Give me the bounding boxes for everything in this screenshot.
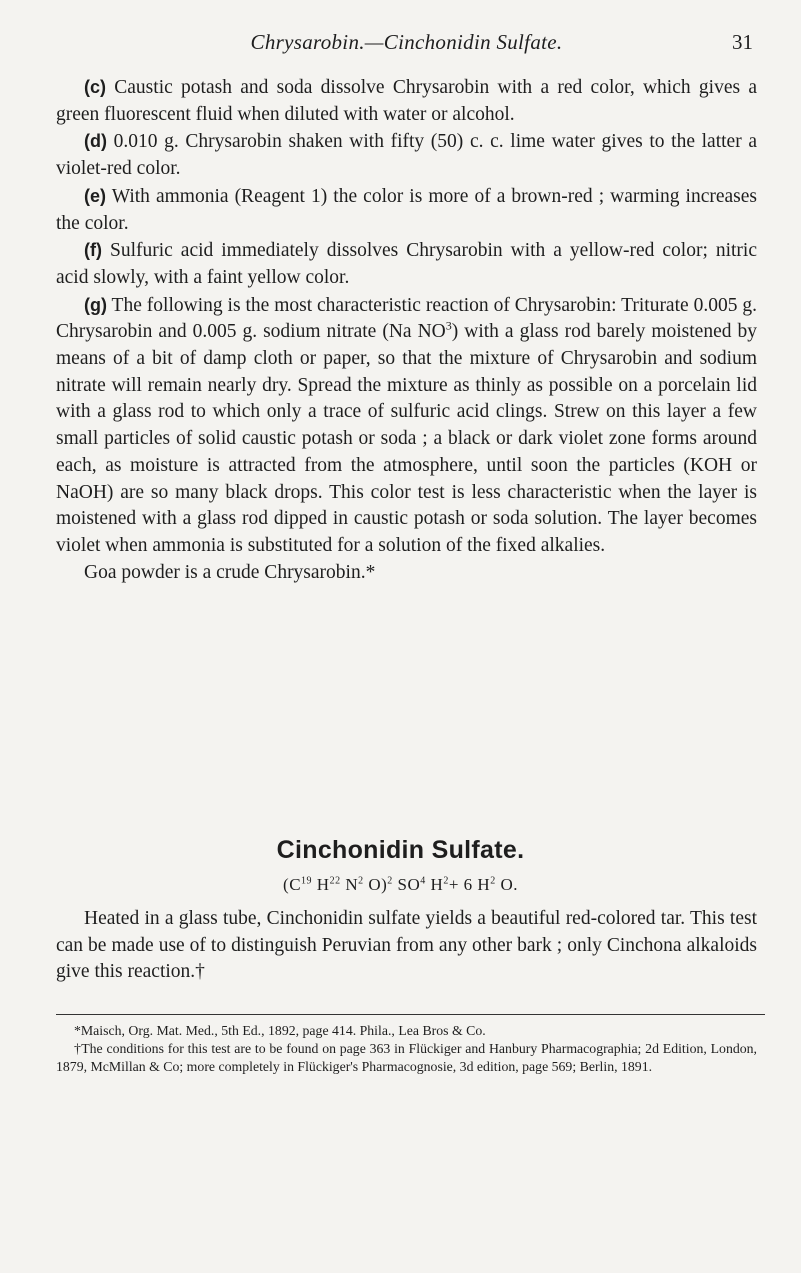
- formula-subscript: 2: [358, 875, 364, 887]
- formula-subscript: 19: [301, 875, 313, 887]
- running-head: [60, 30, 753, 55]
- section-paragraph: Heated in a glass tube, Cinchonidin sulfate yields a beautiful red-colored tar. This test can be made use of to distinguish Peruvian from any other bark ; only Cinchona alkaloids give this reaction.†: [56, 908, 757, 982]
- formula-part: H: [312, 875, 330, 894]
- paragraph-text: The following is the most characteristic reaction of Chrysarobin: Triturate 0.005 g. Chrysarobin and 0.005 g. sodium nitrate (Na NO: [56, 294, 757, 343]
- footnote-2: †The conditions for this test are to be found on page 363 in Flückiger and Hanbury Pharmacographia; 2d Edition, London, 1879, McMillan & Co; more completely in Flückiger's Pharmacognosie, 3d edition, page 569; Berlin, 1891.: [56, 1040, 757, 1074]
- section-body: [56, 906, 757, 986]
- body-text: [56, 74, 757, 586]
- formula-part: O): [363, 875, 388, 894]
- paragraph-c: [56, 74, 757, 128]
- chemical-formula: [0, 875, 801, 895]
- paragraph-label: (g): [84, 294, 107, 315]
- formula-subscript: 4: [420, 875, 426, 887]
- formula-part: N: [340, 875, 359, 894]
- paragraph-text: ) with a glass rod barely moistened by means of a bit of damp cloth or paper, so that the mixture of Chrysarobin and sodium nitrate will remain nearly dry. Spread the mixture as thinly as possible on a porcelain lid with a glass rod to which only a trace of sulfuric acid clings. Strew on this layer a few small particles of solid caustic potash or soda ; a black or dark violet zone forms around each, as moisture is attracted from the atmosphere, until soon the particles (KOH or NaOH) are so many black drops. This color test is less characteristic when the layer is moistened with a glass rod dipped in caustic potash or soda solution. The layer becomes violet when ammonia is substituted for a solution of the fixed alkalies.: [56, 321, 757, 556]
- paragraph-label: (c): [84, 77, 106, 97]
- formula-subscript: 2: [490, 875, 496, 887]
- paragraph-text: Caustic potash and soda dissolve Chrysarobin with a red color, which gives a green fluorescent fluid when diluted with water or alcohol.: [56, 77, 757, 125]
- formula-subscript: 22: [329, 875, 341, 887]
- formula-part: (C: [283, 875, 302, 894]
- running-head-title: Chrysarobin.—Cinchonidin Sulfate.: [250, 30, 563, 54]
- formula-part: SO: [392, 875, 421, 894]
- formula-subscript: 2: [387, 875, 393, 887]
- formula-part: + 6 H: [448, 875, 491, 894]
- paragraph-label: (d): [84, 131, 107, 152]
- paragraph-text: With ammonia (Reagent 1) the color is more of a brown-red ; warming increases the color.: [56, 185, 757, 234]
- paragraph-goa: [56, 560, 757, 587]
- section-heading: Cinchonidin Sulfate.: [276, 836, 525, 864]
- formula-part: O.: [495, 875, 518, 894]
- formula-part: H: [425, 875, 444, 894]
- paragraph-d: [56, 128, 757, 182]
- paragraph-text: 0.010 g. Chrysarobin shaken with fifty (50) c. c. lime water gives to the latter a violet-red color.: [56, 131, 757, 180]
- paragraph-g: [56, 292, 757, 560]
- footnote-divider: [56, 1014, 765, 1015]
- paragraph-label: (e): [84, 185, 106, 206]
- paragraph-text: Sulfuric acid immediately dissolves Chrysarobin with a yellow-red color; nitric acid slowly, with a faint yellow color.: [56, 240, 757, 288]
- footnote-1: *Maisch, Org. Mat. Med., 5th Ed., 1892, page 414. Phila., Lea Bros & Co.: [74, 1023, 486, 1038]
- paragraph-text: Goa powder is a crude Chrysarobin.*: [84, 561, 376, 583]
- footnotes: [56, 1022, 757, 1075]
- paragraph-e: [56, 183, 757, 237]
- superscript: 3: [445, 318, 452, 333]
- paragraph-f: [56, 237, 757, 291]
- page-number: 31: [732, 30, 753, 54]
- formula-subscript: 2: [443, 875, 449, 887]
- paragraph-label: (f): [84, 240, 102, 261]
